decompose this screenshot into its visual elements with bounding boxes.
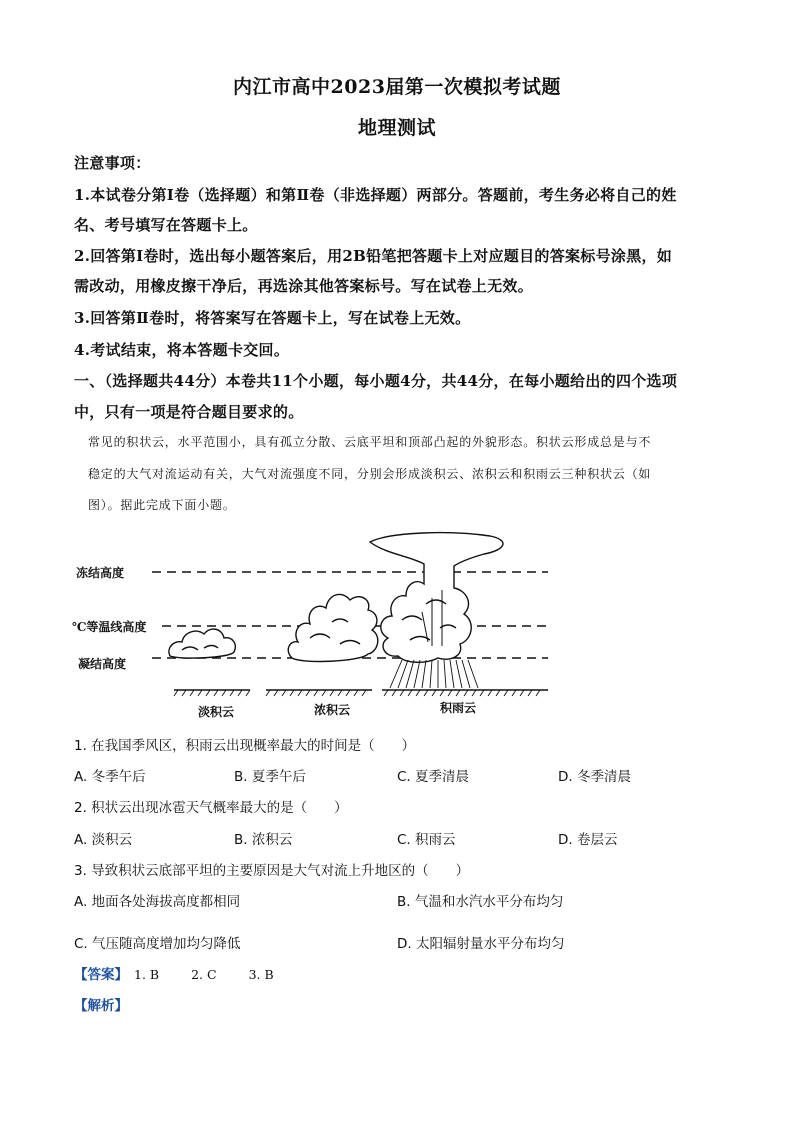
option: D. 冬季清晨 xyxy=(558,769,631,785)
option: A. 淡积云 xyxy=(74,832,133,848)
cloud-label-cumulus-congestus: 浓积云 xyxy=(314,703,351,717)
option: A. 地面各处海拔高度都相同 xyxy=(74,894,241,910)
option: B. 浓积云 xyxy=(234,832,293,848)
zero-isotherm-label: ℃等温线高度 xyxy=(72,620,147,634)
option: D. 太阳辐射量水平分布均匀 xyxy=(397,936,565,952)
option: A. 冬季午后 xyxy=(74,769,146,785)
question-stem: 3. 导致积状云底部平坦的主要原因是大气对流上升地区的（ ） xyxy=(74,863,470,879)
passage-line: 常见的积状云，水平范围小，具有孤立分散、云底平坦和顶部凸起的外貌形态。积状云形成总是与不 xyxy=(88,435,652,449)
answer-item: 1. B xyxy=(134,967,160,982)
option: B. 气温和水汽水平分布均匀 xyxy=(397,894,564,910)
notes-line: 4.考试结束，将本答题卡交回。 xyxy=(74,341,290,359)
notes-line: 名、考号填写在答题卡上。 xyxy=(74,216,258,234)
condensation-level-label: 凝结高度 xyxy=(78,657,127,671)
question-stem: 2. 积状云出现冰雹天气概率最大的是（ ） xyxy=(74,800,348,816)
exam-title: 内江市高中2023届第一次模拟考试题 xyxy=(233,76,561,98)
rain-hatching xyxy=(390,660,478,688)
notes-line: 3.回答第Ⅱ卷时，将答案写在答题卡上，写在试卷上无效。 xyxy=(74,309,471,327)
cumulonimbus-cloud xyxy=(370,533,503,663)
cumulus-cloud-diagram xyxy=(70,528,560,724)
answer-tag: 【答案】 xyxy=(74,967,128,983)
notes-line: 2.回答第Ⅰ卷时，选出每小题答案后，用2B铅笔把答题卡上对应题目的答案标号涂黑，如 xyxy=(74,247,673,265)
section-instruction: 一、（选择题共44分）本卷共11个小题，每小题4分，共44分，在每小题给出的四个选项 xyxy=(74,372,678,390)
passage-line: 图）。据此完成下面小题。 xyxy=(88,498,236,512)
analysis-line xyxy=(74,994,128,1014)
question-stem: 1. 在我国季风区，积雨云出现概率最大的时间是（ ） xyxy=(74,738,416,754)
section-instruction: 中，只有一项是符合题目要求的。 xyxy=(74,403,304,421)
notes-heading: 注意事项： xyxy=(74,154,151,172)
small-cumulus-cloud xyxy=(169,629,235,658)
cloud-label-cumulonimbus: 积雨云 xyxy=(440,701,477,715)
option: C. 气压随高度增加均匀降低 xyxy=(74,936,241,952)
analysis-tag: 【解析】 xyxy=(74,998,128,1014)
option: C. 夏季清晨 xyxy=(397,769,470,785)
notes-line: 1.本试卷分第Ⅰ卷（选择题）和第Ⅱ卷（非选择题）两部分。答题前，考生务必将自己的姓 xyxy=(74,186,677,204)
option: C. 积雨云 xyxy=(397,832,456,848)
exam-subtitle: 地理测试 xyxy=(357,117,436,139)
answer-item: 2. C xyxy=(191,967,217,982)
congestus-cloud xyxy=(288,594,378,661)
option: B. 夏季午后 xyxy=(234,769,306,785)
cloud-label-cumulus-humilis: 淡积云 xyxy=(198,705,235,719)
notes-line: 需改动，用橡皮擦干净后，再选涂其他答案标号。写在试卷上无效。 xyxy=(74,277,534,295)
passage-line: 稳定的大气对流运动有关，大气对流强度不同，分别会形成淡积云、浓积云和积雨云三种积状云（如 xyxy=(88,467,652,481)
answer-line xyxy=(74,963,274,983)
answer-item: 3. B xyxy=(248,967,274,982)
option: D. 卷层云 xyxy=(558,832,618,848)
freeze-level-label: 冻结高度 xyxy=(76,566,125,580)
